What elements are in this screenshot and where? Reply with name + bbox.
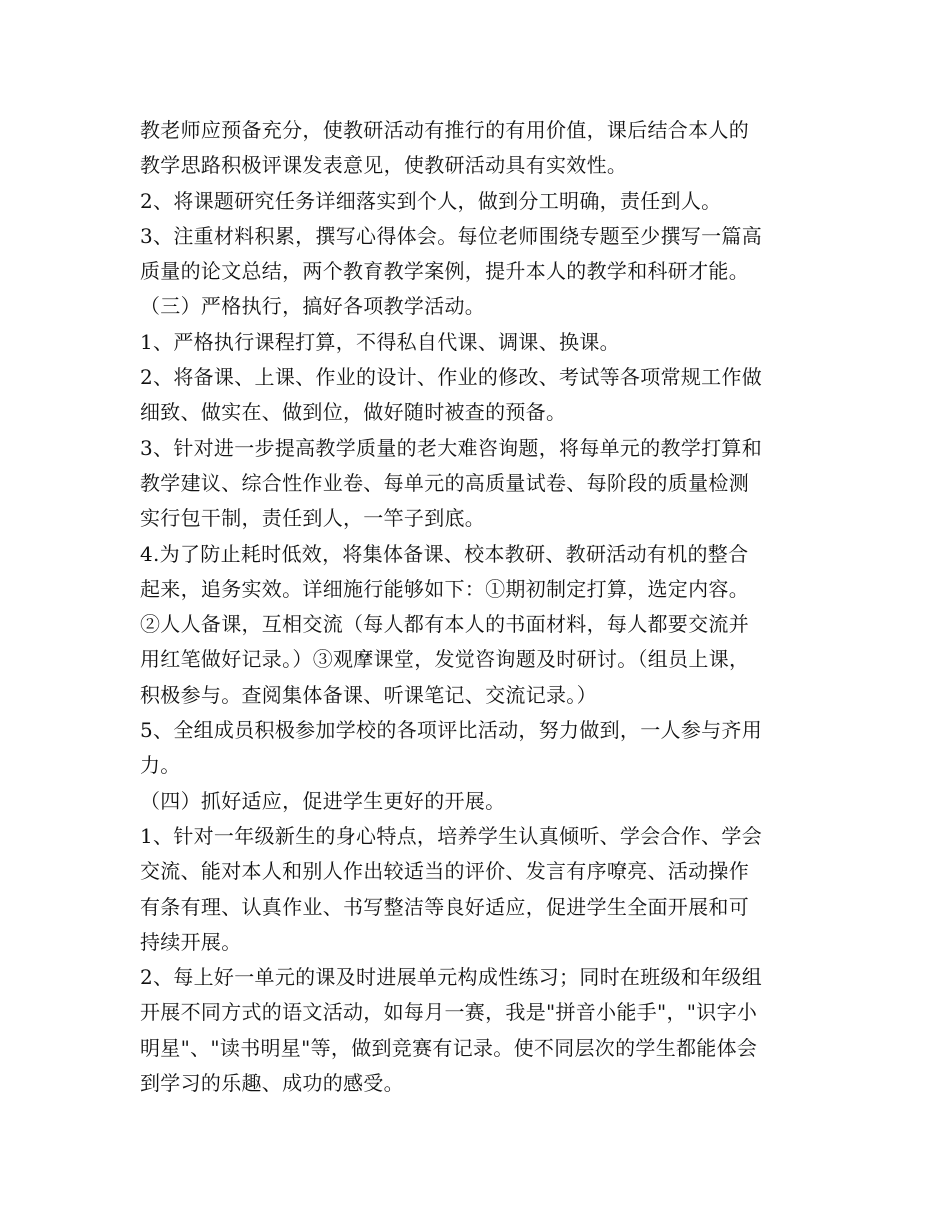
text-line: 持续开展。: [140, 929, 242, 954]
section-heading: （三）严格执行，搞好各项教学活动。: [140, 294, 486, 319]
text-line: 交流、能对本人和别人作出较适当的评价、发言有序嘹亮、活动操作: [140, 859, 749, 884]
text-line: 用红笔做好记录。）③观摩课堂，发觉咨询题及时研讨。（组员上课，: [140, 647, 750, 672]
text-line: 教学思路积极评课发表意见，使教研活动具有实效性。: [140, 153, 628, 178]
text-line: ②人人备课，互相交流（每人都有本人的书面材料，每人都要交流并: [140, 612, 749, 637]
text-line: 开展不同方式的语文活动，如每月一赛，我是"拼音小能手"，"识字小: [140, 1000, 758, 1025]
text-line: 教学建议、综合性作业卷、每单元的高质量试卷、每阶段的质量检测: [140, 470, 749, 495]
text-line: 起来，追务实效。详细施行能够如下：①期初制定打算，选定内容。: [140, 576, 749, 601]
text-line: 有条有理、认真作业、书写整洁等良好适应，促进学生全面开展和可: [140, 894, 749, 919]
text-line: 2、将课题研究任务详细落实到个人，做到分工明确，责任到人。: [140, 188, 722, 213]
text-line: 2、每上好一单元的课及时进展单元构成性练习；同时在班级和年级组: [140, 965, 763, 990]
text-line: 3、针对进一步提高教学质量的老大难咨询题，将每单元的教学打算和: [140, 435, 763, 460]
document-body: [140, 113, 840, 1101]
text-line: 细致、做实在、做到位，做好随时被查的预备。: [140, 400, 567, 425]
section-heading: （四）抓好适应，促进学生更好的开展。: [140, 788, 506, 813]
text-line: 质量的论文总结，两个教育教学案例，提升本人的教学和科研才能。: [140, 259, 749, 284]
text-line: 2、将备课、上课、作业的设计、作业的修改、考试等各项常规工作做: [140, 365, 763, 390]
text-line: 积极参与。查阅集体备课、听课笔记、交流记录。）: [140, 682, 597, 707]
text-line: 1、严格执行课程打算，不得私自代课、调课、换课。: [140, 329, 620, 354]
text-line: 教老师应预备充分，使教研活动有推行的有用价值，课后结合本人的: [140, 118, 749, 142]
text-line: 3、注重材料积累，撰写心得体会。每位老师围绕专题至少撰写一篇高: [140, 223, 763, 248]
text-line: 明星"、"读书明星"等，做到竞赛有记录。使不同层次的学生都能体会: [140, 1035, 758, 1060]
text-line: 1、针对一年级新生的身心特点，培养学生认真倾听、学会合作、学会: [140, 823, 763, 848]
text-line: 实行包干制，责任到人，一竿子到底。: [140, 506, 486, 531]
text-line: 力。: [140, 753, 181, 778]
text-line: 4.为了防止耗时低效，将集体备课、校本教研、教研活动有机的整合: [140, 541, 749, 566]
text-line: 5、全组成员积极参加学校的各项评比活动，努力做到，一人参与齐用: [140, 718, 763, 743]
text-line: 到学习的乐趣、成功的感受。: [140, 1071, 404, 1096]
